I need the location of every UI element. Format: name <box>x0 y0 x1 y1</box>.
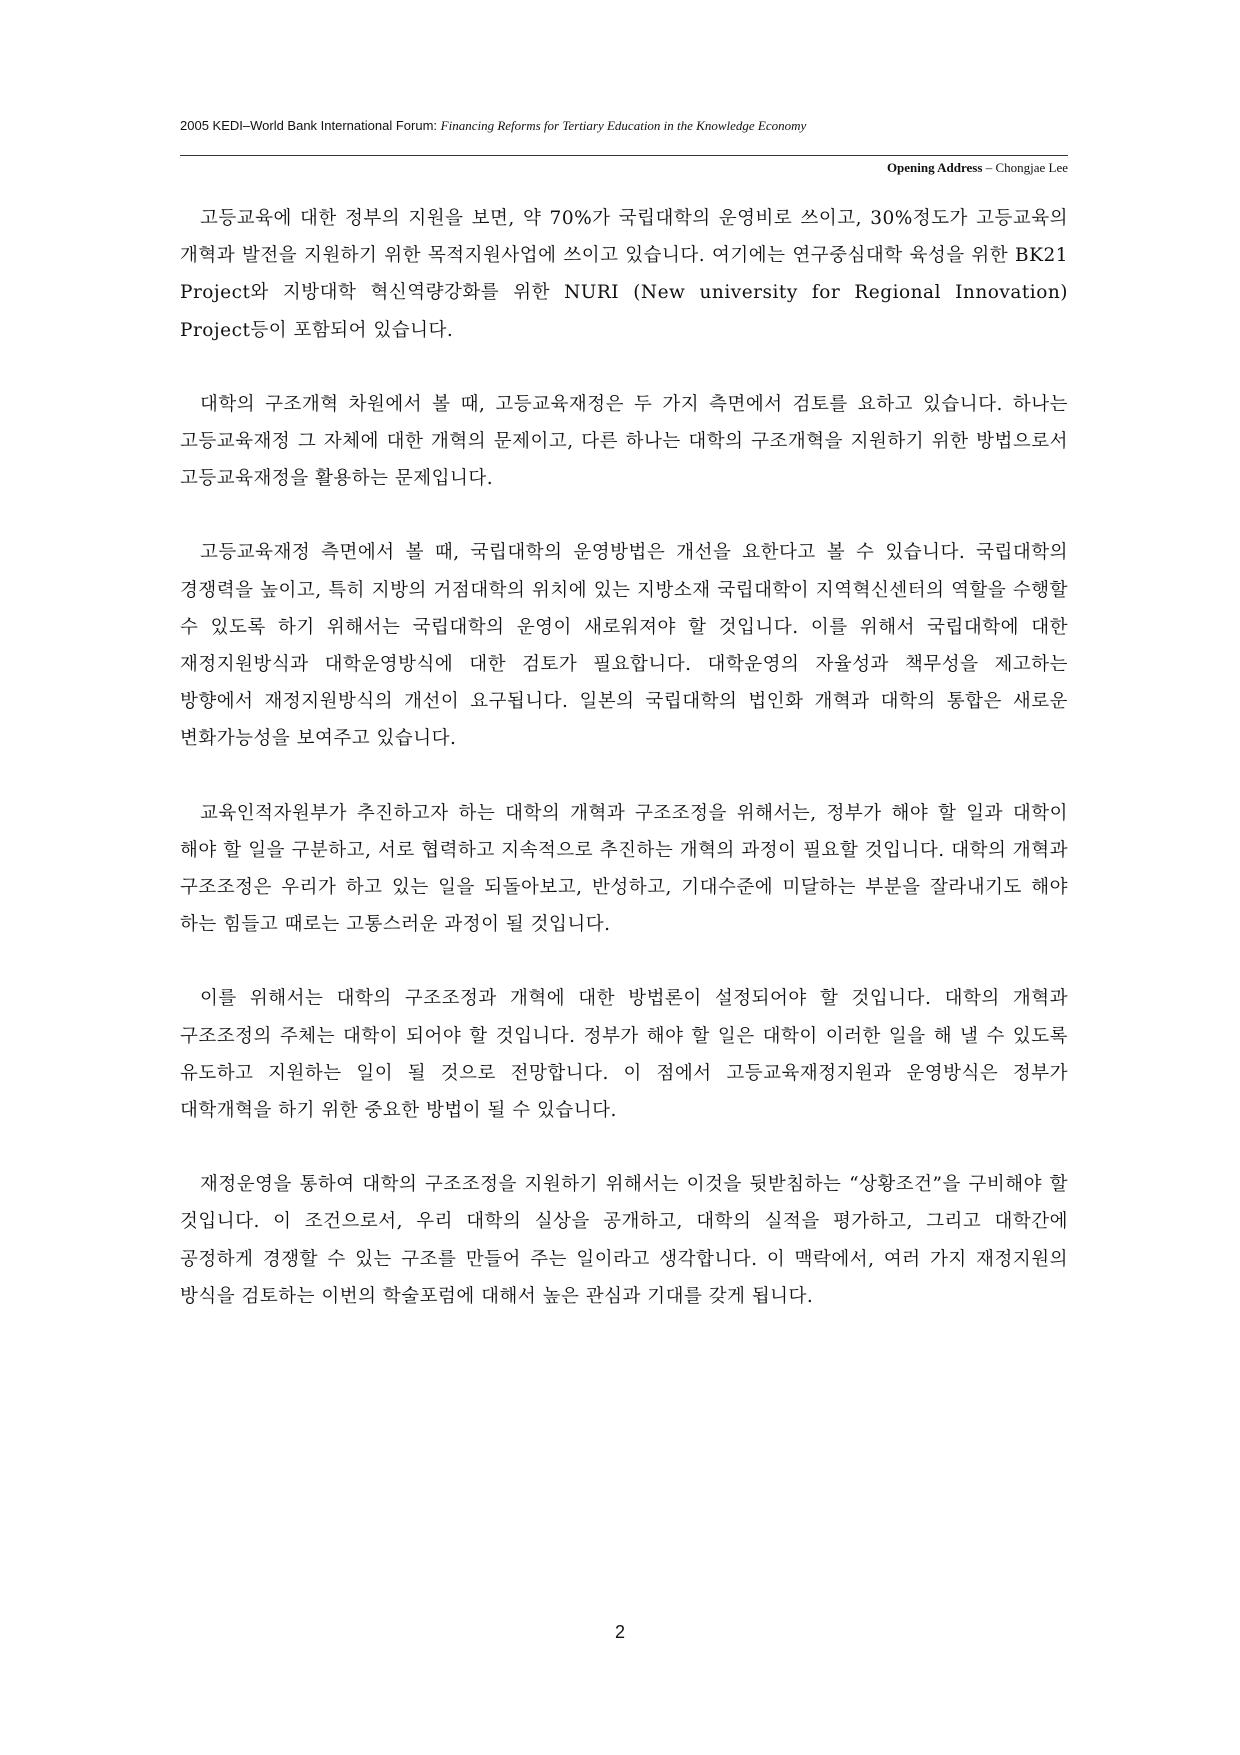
header-divider <box>180 155 1068 156</box>
speaker-name: Chongjae Lee <box>995 160 1068 175</box>
section-separator: – <box>982 160 996 175</box>
forum-title: 2005 KEDI–World Bank International Forum: <box>180 118 438 133</box>
paragraph-6: 재정운영을 통하여 대학의 구조조정을 지원하기 위해서는 이것을 뒷받침하는 “상황조건”을 구비해야 할 것입니다. 이 조건으로서, 우리 대학의 실상을 공개하고, 대학의 실적을 평가하고, 그리고 대학간에 공정하게 경쟁할 수 있는 구조를 만들어 주는 일이라고 생각합니다. 이 맥락에서, 여러 가지 재정지원의 방식을 검토하는 이번의 학술포럼에 대해서 높은 관심과 기대를 갖게 됩니다. <box>180 1174 1068 1307</box>
paragraph-3: 고등교육재정 측면에서 볼 때, 국립대학의 운영방법은 개선을 요한다고 볼 수 있습니다. 국립대학의 경쟁력을 높이고, 특히 지방의 거점대학의 위치에 있는 지방소재 국립대학이 지역혁신센터의 역할을 수행할 수 있도록 하기 위해서는 국립대학의 운영이 새로워져야 할 것입니다. 이를 위해서 국립대학에 대한 재정지원방식과 대학운영방식에 대한 검토가 필요합니다. 대학운영의 자율성과 책무성을 제고하는 방향에서 재정지원방식의 개선이 요구됩니다. 일본의 국립대학의 법인화 개혁과 대학의 통합은 새로운 변화가능성을 보여주고 있습니다. <box>180 542 1068 750</box>
section-label: Opening Address <box>886 160 983 175</box>
running-header <box>180 118 806 134</box>
forum-subtitle: Financing Reforms for Tertiary Education in the Knowledge Economy <box>440 118 807 133</box>
page-number: 2 <box>614 1622 625 1642</box>
paragraph-1: 고등교육에 대한 정부의 지원을 보면, 약 70%가 국립대학의 운영비로 쓰이고, 30%정도가 고등교육의 개혁과 발전을 지원하기 위한 목적지원사업에 쓰이고 있습니다. 여기에는 연구중심대학 육성을 위한 BK21 Project와 지방대학 혁신역량강화를 위한 NURI (New university for Regional Innovation) Project등이 포함되어 있습니다. <box>180 208 1068 341</box>
document-body <box>180 200 1068 1352</box>
paragraph-4: 교육인적자원부가 추진하고자 하는 대학의 개혁과 구조조정을 위해서는, 정부가 해야 할 일과 대학이 해야 할 일을 구분하고, 서로 협력하고 지속적으로 추진하는 개혁의 과정이 필요할 것입니다. 대학의 개혁과 구조조정은 우리가 하고 있는 일을 되돌아보고, 반성하고, 기대수준에 미달하는 부분을 잘라내기도 해야 하는 힘들고 때로는 고통스러운 과정이 될 것입니다. <box>180 802 1068 936</box>
section-header <box>887 160 1068 176</box>
paragraph-2: 대학의 구조개혁 차원에서 볼 때, 고등교육재정은 두 가지 측면에서 검토를 요하고 있습니다. 하나는 고등교육재정 그 자체에 대한 개혁의 문제이고, 다른 하나는 대학의 구조개혁을 지원하기 위한 방법으로서 고등교육재정을 활용하는 문제입니다. <box>180 393 1068 490</box>
paragraph-5: 이를 위해서는 대학의 구조조정과 개혁에 대한 방법론이 설정되어야 할 것입니다. 대학의 개혁과 구조조정의 주체는 대학이 되어야 할 것입니다. 정부가 해야 할 일은 대학이 이러한 일을 해 낼 수 있도록 유도하고 지원하는 일이 될 것으로 전망합니다. 이 점에서 고등교육재정지원과 운영방식은 정부가 대학개혁을 하기 위한 중요한 방법이 될 수 있습니다. <box>180 988 1068 1122</box>
